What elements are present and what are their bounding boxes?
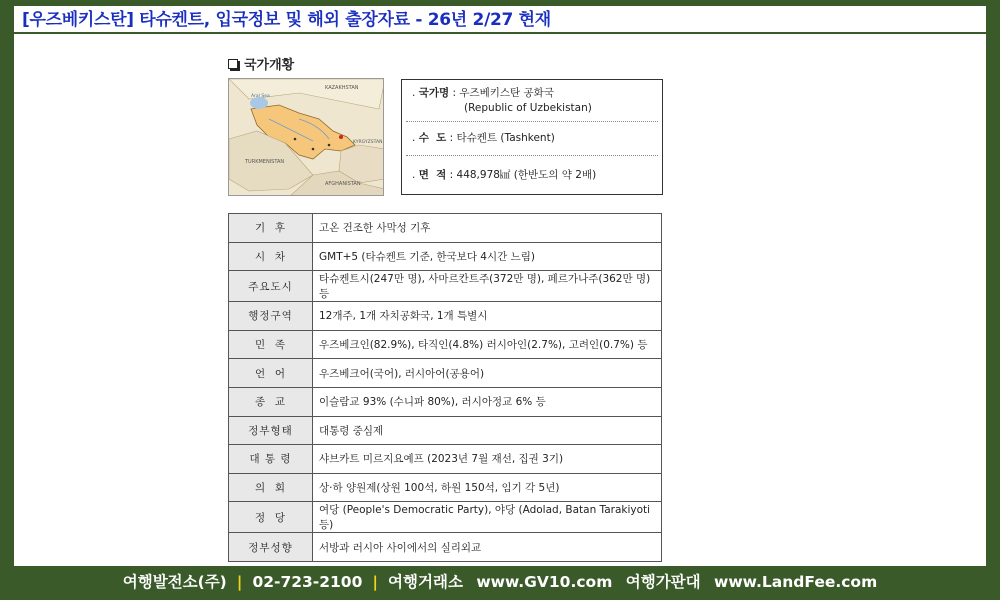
info-country: . 국가명 : 우즈베키스탄 공화국 (Republic of Uzbekistan) — [412, 87, 592, 114]
country-overview-table — [228, 213, 662, 562]
document-page — [222, 46, 668, 562]
footer-price-link[interactable]: www.LandFee.com — [714, 573, 878, 591]
table-row-value: 고온 건조한 사막성 기후 — [313, 214, 662, 243]
table-row-key: 행정구역 — [229, 302, 313, 331]
table-row — [229, 330, 662, 359]
country-map — [228, 78, 384, 196]
table-row-key: 대 통 령 — [229, 445, 313, 474]
info-divider — [406, 155, 658, 156]
section-heading — [228, 54, 294, 73]
table-row-value: 대통령 중심제 — [313, 416, 662, 445]
table-row — [229, 445, 662, 474]
map-label: AFGHANISTAN — [325, 181, 361, 187]
table-row-value: 서방과 러시아 사이에서의 실리외교 — [313, 533, 662, 562]
page-title: [우즈베키스탄] 타슈켄트, 입국정보 및 해외 출장자료 - 26년 2/27 현재 — [14, 6, 986, 34]
content-frame — [14, 6, 986, 566]
info-capital: . 수 도 : 타슈켄트 (Tashkent) — [412, 132, 555, 144]
table-row — [229, 387, 662, 416]
table-row-key: 시 차 — [229, 242, 313, 271]
table-row-value: 타슈켄트시(247만 명), 사마르칸트주(372만 명), 페르가나주(362만 명) 등 — [313, 271, 662, 302]
map-label: KYRGYZSTAN — [353, 140, 383, 145]
table-row-value: 이슬람교 93% (수니파 80%), 러시아정교 6% 등 — [313, 387, 662, 416]
table-row-key: 종 교 — [229, 387, 313, 416]
table-row-key: 언 어 — [229, 359, 313, 388]
map-label: KAZAKHSTAN — [325, 85, 359, 91]
table-row-value: 12개주, 1개 자치공화국, 1개 특별시 — [313, 302, 662, 331]
table-row-key: 정부성향 — [229, 533, 313, 562]
info-divider — [406, 121, 658, 122]
table-row — [229, 302, 662, 331]
info-area-value: 448,978㎢ (한반도의 약 2배) — [456, 169, 597, 181]
table-row-value: 상·하 양원제(상원 100석, 하원 150석, 임기 각 5년) — [313, 473, 662, 502]
map-label: Aral Sea — [251, 94, 270, 99]
country-info-box — [401, 79, 663, 195]
info-country-label: 국가명 — [418, 87, 450, 99]
table-row-key: 민 족 — [229, 330, 313, 359]
table-row — [229, 214, 662, 243]
checkbox-icon — [228, 59, 238, 69]
footer-exchange-label: 여행거래소 — [388, 573, 463, 591]
footer-price-label: 여행가판대 — [625, 573, 701, 591]
footer-bar: 여행발전소(주) | 02-723-2100 | 여행거래소 www.GV10.com 여행가판대 www.LandFee.com — [0, 566, 1000, 600]
table-row-value: 우즈베크인(82.9%), 타직인(4.8%) 러시아인(2.7%), 고려인(0.7%) 등 — [313, 330, 662, 359]
info-country-value: 우즈베키스탄 공화국 — [459, 87, 554, 99]
table-row-key: 기 후 — [229, 214, 313, 243]
table-row — [229, 473, 662, 502]
table-row — [229, 533, 662, 562]
table-row-value: GMT+5 (타슈켄트 기준, 한국보다 4시간 느림) — [313, 242, 662, 271]
table-row — [229, 271, 662, 302]
info-capital-label: 수 도 — [418, 132, 447, 144]
footer-company: 여행발전소(주) — [122, 573, 227, 591]
table-row-value: 샤브카트 미르지요예프 (2023년 7월 재선, 집권 3기) — [313, 445, 662, 474]
info-area: . 면 적 : 448,978㎢ (한반도의 약 2배) — [412, 169, 597, 181]
footer-exchange-link[interactable]: www.GV10.com — [476, 573, 613, 591]
table-row-value: 우즈베크어(국어), 러시아어(공용어) — [313, 359, 662, 388]
table-row-key: 정부형태 — [229, 416, 313, 445]
table-row — [229, 242, 662, 271]
table-row-key: 주요도시 — [229, 271, 313, 302]
info-area-label: 면 적 — [418, 169, 447, 181]
map-label: TURKMENISTAN — [245, 159, 285, 165]
info-capital-value: 타슈켄트 (Tashkent) — [456, 132, 555, 144]
table-row — [229, 359, 662, 388]
table-row-key: 정 당 — [229, 502, 313, 533]
footer-phone[interactable]: 02-723-2100 — [252, 573, 363, 591]
table-row-value: 여당 (People's Democratic Party), 야당 (Adolad, Batan Tarakiyoti 등) — [313, 502, 662, 533]
info-country-value-en: (Republic of Uzbekistan) — [464, 102, 592, 114]
table-row-key: 의 회 — [229, 473, 313, 502]
map-image — [229, 79, 384, 196]
table-row — [229, 502, 662, 533]
table-row — [229, 416, 662, 445]
section-heading-text: 국가개황 — [244, 58, 295, 73]
